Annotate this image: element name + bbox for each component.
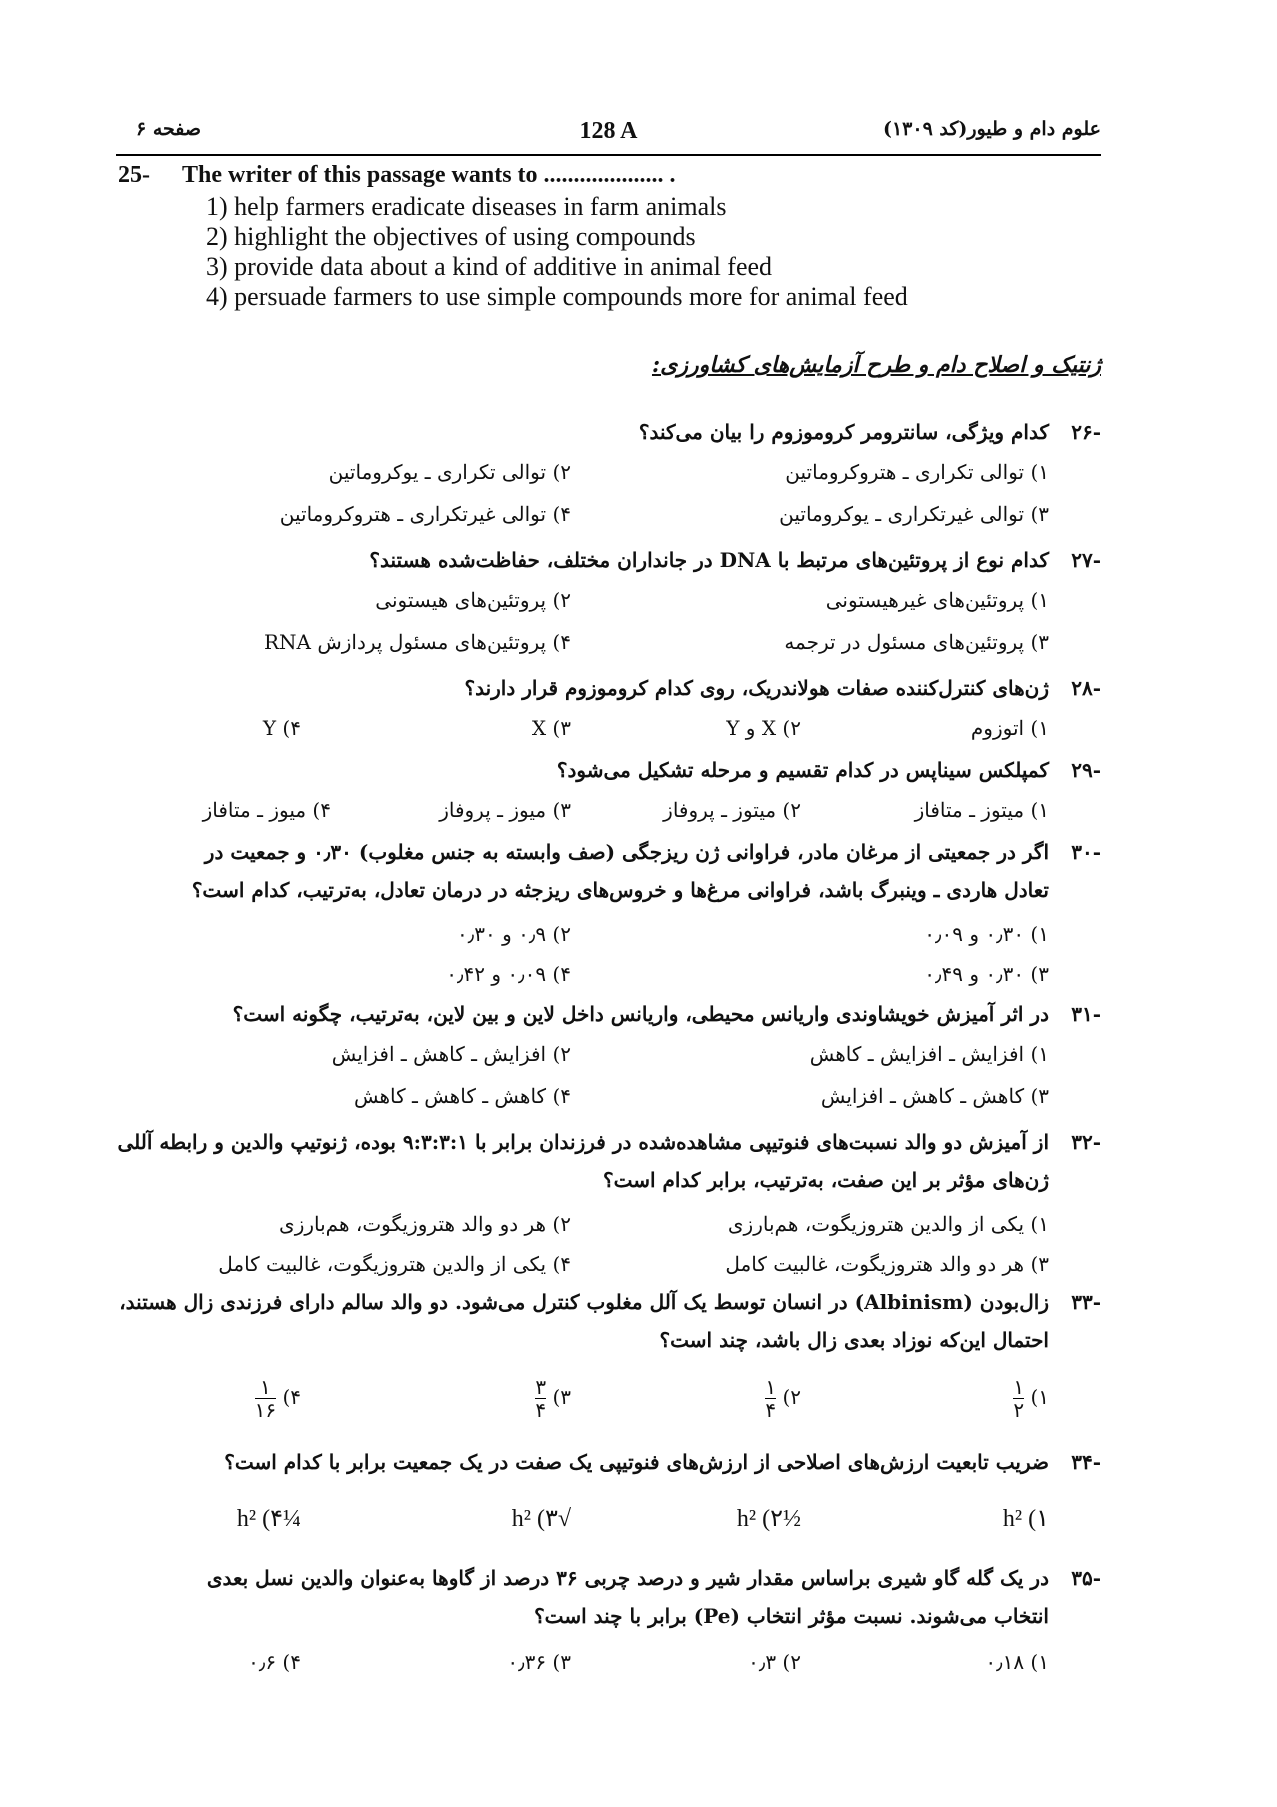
denominator: ۲ bbox=[1013, 1398, 1025, 1422]
option-3: ۳) کاهش ـ کاهش ـ افزایش bbox=[820, 1084, 1049, 1108]
option-1: ۱) اتوزوم bbox=[970, 716, 1049, 740]
question-30 bbox=[101, 840, 1101, 990]
page-number: صفحه ۶ bbox=[136, 118, 202, 140]
numerator: ۳ bbox=[535, 1375, 547, 1399]
option-4: ۴) Y bbox=[262, 716, 301, 740]
option-3: ۳) X bbox=[531, 716, 571, 740]
option-label: ۴) bbox=[282, 1385, 301, 1409]
question-stem-line-2: ژن‌های مؤثر بر این صفت، به‌ترتیب، برابر کدام است؟ bbox=[602, 1168, 1049, 1192]
question-27 bbox=[101, 548, 1101, 658]
section-title: ژنتیک و اصلاح دام و طرح آزمایش‌های کشاورزی: bbox=[651, 352, 1101, 378]
question-28 bbox=[101, 676, 1101, 746]
option-2: ۲) پروتئین‌های هیستونی bbox=[375, 588, 571, 612]
question-stem: کدام ویژگی، سانترومر کروموزوم را بیان می‌کند؟ bbox=[638, 420, 1049, 444]
question-stem-line-2: احتمال این‌که نوزاد بعدی زال باشد، چند است؟ bbox=[659, 1328, 1049, 1352]
option-2: ۲) افزایش ـ کاهش ـ افزایش bbox=[331, 1042, 571, 1066]
question-stem-line-2: تعادل هاردی ـ وینبرگ باشد، فراوانی مرغ‌ها و خروس‌های ریزجثه در درمان تعادل، به‌ترتیب، کدام است؟ bbox=[191, 878, 1049, 902]
question-stem-line-1: در یک گله گاو شیری براساس مقدار شیر و درصد چربی ۳۶ درصد از گاوها به‌عنوان والدین نسل بعدی bbox=[206, 1566, 1049, 1590]
question-number: -۳۴ bbox=[1071, 1450, 1101, 1474]
question-stem-line-1: اگر در جمعیتی از مرغان مادر، فراوانی ژن ریزجگی (صف وابسته به جنس مغلوب) ۰٫۳۰ و جمعیت در bbox=[204, 840, 1049, 864]
option-4: ۴) یکی از والدین هتروزیگوت، غالبیت کامل bbox=[218, 1252, 571, 1276]
option-4: ۴) میوز ـ متافاز bbox=[202, 798, 331, 822]
question-number: -۲۹ bbox=[1071, 758, 1101, 782]
option-2: ۲) توالی تکراری ـ یوکروماتین bbox=[328, 460, 571, 484]
page-header bbox=[116, 114, 1101, 156]
option-3: √h² (۳ bbox=[511, 1506, 571, 1532]
option-4 bbox=[255, 1376, 301, 1421]
numerator: ۱ bbox=[1013, 1375, 1025, 1399]
question-32 bbox=[101, 1130, 1101, 1280]
question-number: -۳۲ bbox=[1071, 1130, 1101, 1154]
exam-code: 128 A bbox=[579, 118, 638, 144]
option-2: ۲) ۰٫۳ bbox=[748, 1650, 801, 1674]
option-2: ½h² (۲ bbox=[736, 1506, 801, 1532]
numerator: ۱ bbox=[765, 1375, 777, 1399]
fraction bbox=[1013, 1376, 1024, 1421]
question-stem: کمپلکس سیناپس در کدام تقسیم و مرحله تشکیل می‌شود؟ bbox=[556, 758, 1049, 782]
question-number: -۳۳ bbox=[1071, 1290, 1101, 1314]
numerator: ۱ bbox=[259, 1375, 271, 1399]
question-stem-line-2: انتخاب می‌شوند. نسبت مؤثر انتخاب (Pe) برابر با چند است؟ bbox=[534, 1604, 1049, 1628]
question-number: 25- bbox=[118, 162, 150, 188]
option-1: ۱) یکی از والدین هتروزیگوت، هم‌بارزی bbox=[727, 1212, 1049, 1236]
denominator: ۴ bbox=[535, 1398, 547, 1422]
question-stem: ضریب تابعیت ارزش‌های اصلاحی از ارزش‌های فنوتیپی یک صفت در یک جمعیت برابر با کدام است؟ bbox=[224, 1450, 1049, 1474]
denominator: ۴ bbox=[765, 1398, 777, 1422]
option-label: ۳) bbox=[552, 1385, 571, 1409]
option-1: ۱) توالی تکراری ـ هتروکروماتین bbox=[785, 460, 1049, 484]
question-stem: کدام نوع از پروتئین‌های مرتبط با DNA در جانداران مختلف، حفاظت‌شده هستند؟ bbox=[369, 548, 1049, 572]
question-number: -۳۵ bbox=[1071, 1566, 1101, 1590]
fraction bbox=[255, 1376, 276, 1421]
question-31 bbox=[101, 1002, 1101, 1112]
option-1: ۱) میتوز ـ متافاز bbox=[914, 798, 1049, 822]
question-stem: ژن‌های کنترل‌کننده صفات هولاندریک، روی کدام کروموزوم قرار دارند؟ bbox=[464, 676, 1049, 700]
course-title: علوم دام و طیور(کد ۱۳۰۹) bbox=[882, 118, 1101, 140]
option-4: ۴) پروتئین‌های مسئول پردازش RNA bbox=[263, 630, 571, 654]
question-29 bbox=[101, 758, 1101, 828]
denominator: ۱۶ bbox=[254, 1398, 277, 1422]
option-1: h² (۱ bbox=[1002, 1506, 1049, 1532]
option-2: ۲) X و Y bbox=[726, 716, 801, 740]
option-4: ۴) ۰٫۰۹ و ۰٫۴۲ bbox=[446, 962, 571, 986]
option-1: ۱) ۰٫۳۰ و ۰٫۰۹ bbox=[924, 922, 1049, 946]
option-2: ۲) ۰٫۹ و ۰٫۳۰ bbox=[456, 922, 571, 946]
option-3: ۳) توالی غیرتکراری ـ یوکروماتین bbox=[779, 502, 1049, 526]
question-stem: در اثر آمیزش خویشاوندی واریانس محیطی، واریانس داخل لاین و بین لاین، به‌ترتیب، چگونه است؟ bbox=[232, 1002, 1049, 1026]
fraction bbox=[535, 1376, 546, 1421]
option-3: ۳) ۰٫۳۶ bbox=[507, 1650, 571, 1674]
option-3: ۳) هر دو والد هتروزیگوت، غالبیت کامل bbox=[725, 1252, 1049, 1276]
fraction bbox=[765, 1376, 776, 1421]
question-34 bbox=[101, 1450, 1101, 1560]
question-stem-line-1: از آمیزش دو والد نسبت‌های فنوتیپی مشاهده‌شده در فرزندان برابر با ۹:۳:۳:۱ بوده، ژنوتیپ والدین و رابطه آللی bbox=[117, 1130, 1049, 1154]
option-2: 2) highlight the objectives of using compounds bbox=[206, 222, 696, 251]
option-4: 4) persuade farmers to use simple compounds more for animal feed bbox=[206, 282, 908, 311]
option-1: ۱) پروتئین‌های غیرهیستونی bbox=[825, 588, 1049, 612]
question-number: -۳۱ bbox=[1071, 1002, 1101, 1026]
option-label: ۱) bbox=[1030, 1385, 1049, 1409]
option-3: 3) provide data about a kind of additive in animal feed bbox=[206, 252, 773, 281]
question-number: -۳۰ bbox=[1071, 840, 1101, 864]
option-4: ۴) ۰٫۶ bbox=[248, 1650, 301, 1674]
option-3 bbox=[535, 1376, 571, 1421]
question-number: -۲۸ bbox=[1071, 676, 1101, 700]
option-4: ۴) توالی غیرتکراری ـ هتروکروماتین bbox=[279, 502, 571, 526]
option-2 bbox=[765, 1376, 801, 1421]
option-2: ۲) هر دو والد هتروزیگوت، هم‌بارزی bbox=[279, 1212, 571, 1236]
question-35 bbox=[101, 1566, 1101, 1696]
option-4: ۴) کاهش ـ کاهش ـ کاهش bbox=[353, 1084, 571, 1108]
option-1: ۱) افزایش ـ افزایش ـ کاهش bbox=[809, 1042, 1049, 1066]
question-33 bbox=[101, 1290, 1101, 1440]
option-label: ۲) bbox=[782, 1385, 801, 1409]
question-stem: The writer of this passage wants to .................... . bbox=[182, 162, 676, 188]
question-number: -۲۷ bbox=[1071, 548, 1101, 572]
option-1 bbox=[1013, 1376, 1049, 1421]
option-3: ۳) پروتئین‌های مسئول در ترجمه bbox=[784, 630, 1049, 654]
option-1: ۱) ۰٫۱۸ bbox=[985, 1650, 1049, 1674]
option-4: ¼h² (۴ bbox=[236, 1506, 301, 1532]
option-3: ۳) میوز ـ پروفاز bbox=[439, 798, 571, 822]
question-26 bbox=[101, 420, 1101, 530]
question-stem-line-1: زال‌بودن (Albinism) در انسان توسط یک آلل مغلوب کنترل می‌شود. دو والد سالم دارای فرزندی زال هستند، bbox=[119, 1290, 1049, 1314]
option-3: ۳) ۰٫۳۰ و ۰٫۴۹ bbox=[924, 962, 1049, 986]
option-2: ۲) میتوز ـ پروفاز bbox=[663, 798, 801, 822]
option-1: 1) help farmers eradicate diseases in farm animals bbox=[206, 192, 727, 221]
question-number: -۲۶ bbox=[1071, 420, 1101, 444]
